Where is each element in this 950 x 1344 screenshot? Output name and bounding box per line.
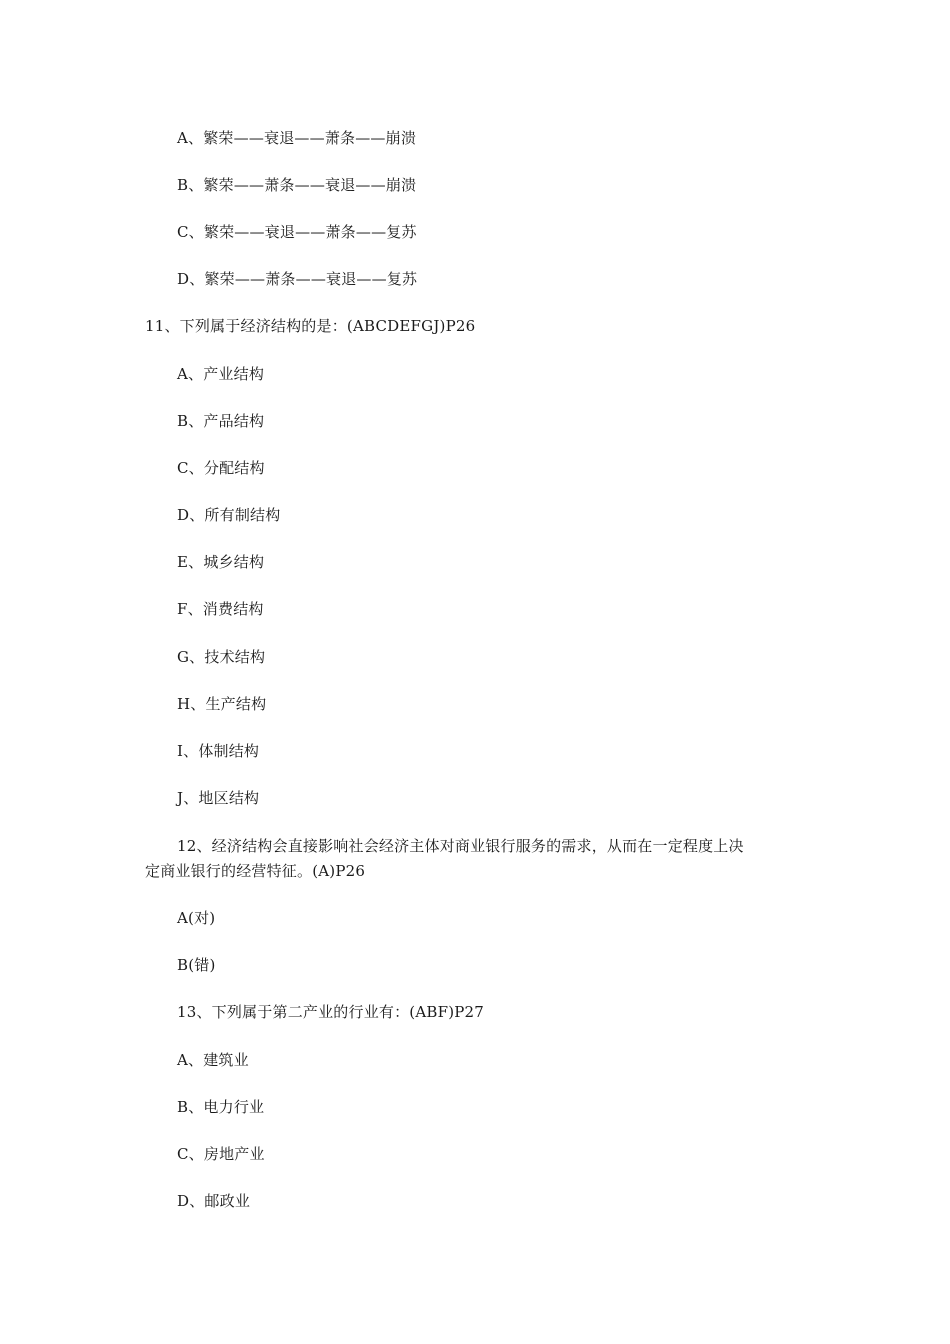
q11-option-a: A、产业结构 [177,365,265,383]
q11-option-g: G、技术结构 [177,648,266,666]
q11-option-j: J、地区结构 [177,789,260,807]
q10-option-d: D、繁荣——萧条——衰退——复苏 [177,270,418,288]
q12-option-a: A(对) [177,909,216,927]
q10-option-c: C、繁荣——衰退——萧条——复苏 [177,223,417,241]
q12-option-b: B(错) [177,956,216,974]
q12-question-line1: 12、经济结构会直接影响社会经济主体对商业银行服务的需求，从而在一定程度上决 [177,837,744,855]
q10-option-a: A、繁荣——衰退——萧条——崩溃 [177,129,417,147]
q11-option-b: B、产品结构 [177,412,265,430]
q13-option-d: D、邮政业 [177,1192,251,1210]
q11-option-f: F、消费结构 [177,600,264,618]
q10-option-b: B、繁荣——萧条——衰退——崩溃 [177,176,417,194]
q12-question-line2: 定商业银行的经营特征。(A)P26 [145,862,366,880]
q11-option-h: H、生产结构 [177,695,267,713]
q13-option-c: C、房地产业 [177,1145,265,1163]
q13-option-a: A、建筑业 [177,1051,249,1069]
q11-option-c: C、分配结构 [177,459,265,477]
q13-question: 13、下列属于第二产业的行业有：(ABF)P27 [177,1003,485,1021]
q11-option-e: E、城乡结构 [177,553,265,571]
q13-option-b: B、电力行业 [177,1098,265,1116]
q11-question: 11、下列属于经济结构的是：(ABCDEFGJ)P26 [145,317,476,335]
q11-option-d: D、所有制结构 [177,506,281,524]
q11-option-i: I、体制结构 [177,742,260,760]
